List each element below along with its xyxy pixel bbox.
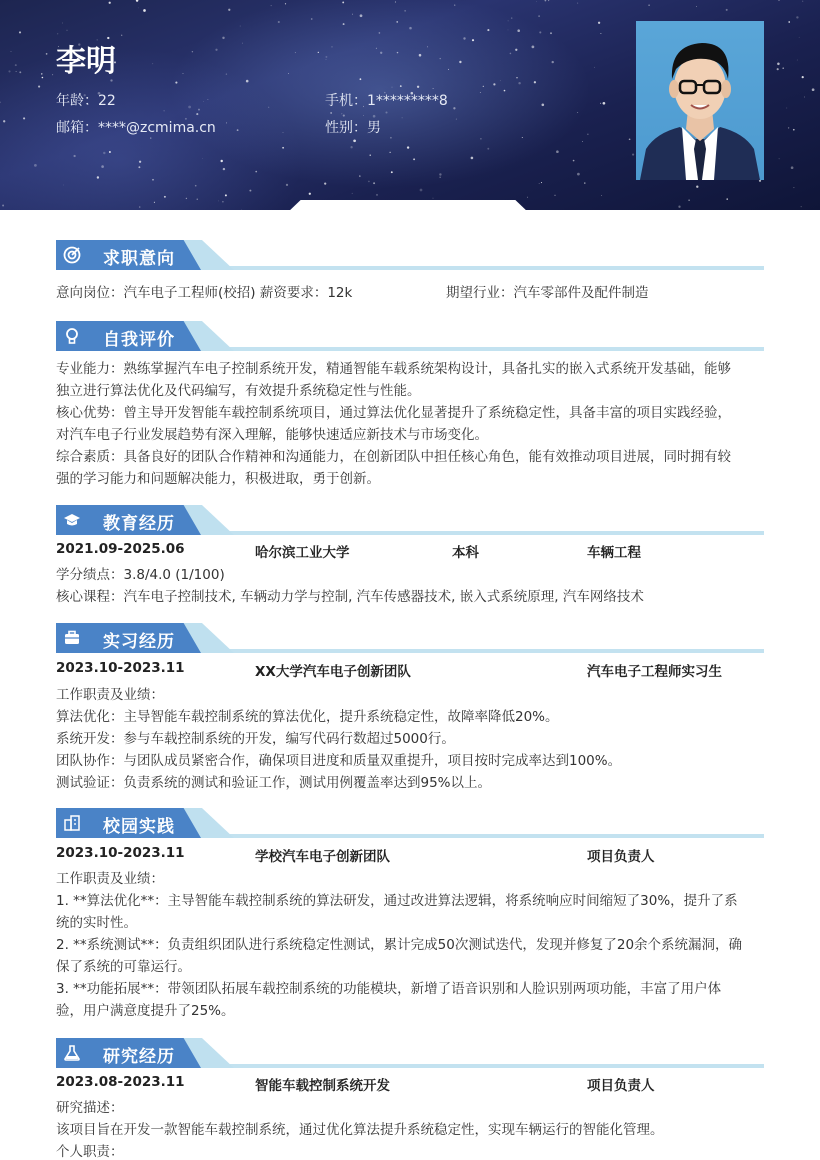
intern-org: XX大学汽车电子创新团队 (255, 664, 411, 680)
star-dot (688, 200, 689, 201)
star-dot (309, 193, 311, 195)
star-dot (271, 5, 272, 6)
star-dot (57, 34, 58, 35)
star-dot (8, 70, 10, 72)
star-dot (19, 31, 21, 33)
star-dot (556, 150, 559, 153)
header-notch (286, 200, 530, 210)
star-dot (483, 86, 484, 87)
self-eval-line: 独立进行算法优化及代码编写，有效提升系统稳定性与性能。 (56, 383, 421, 399)
star-dot (480, 92, 481, 93)
star-dot (417, 86, 419, 88)
star-dot (598, 22, 600, 24)
star-dot (41, 73, 42, 74)
star-dot (433, 198, 434, 199)
star-dot (696, 6, 697, 7)
star-dot (370, 155, 371, 156)
star-dot (510, 53, 512, 55)
campus-line: 3. **功能拓展**：带领团队拓展车载控制系统的功能模块，新增了语音识别和人脸识别两项功能，丰富了用户体 (56, 981, 722, 997)
star-dot (343, 23, 345, 25)
star-dot (330, 112, 331, 113)
education-row (56, 541, 766, 563)
target-icon (63, 246, 81, 264)
star-dot (487, 29, 489, 31)
section-title: 研究经历 (103, 1047, 175, 1067)
star-dot (400, 85, 402, 87)
star-dot (413, 158, 415, 160)
star-dot (420, 189, 423, 192)
section-title: 校园实践 (103, 817, 175, 837)
star-dot (601, 195, 602, 196)
star-dot (11, 51, 12, 52)
star-dot (409, 27, 412, 30)
campus-line: 1. **算法优化**：主导智能车载控制系统的算法研发，通过改进算法逻辑，将系统响应时间缩短了30%，提升了系 (56, 893, 738, 909)
star-dot (392, 87, 393, 88)
section-title: 教育经历 (103, 514, 175, 534)
star-dot (433, 88, 434, 89)
star-dot (101, 165, 104, 168)
star-dot (402, 117, 403, 118)
star-dot (802, 1, 803, 2)
edu-period: 2021.09-2025.06 (56, 541, 185, 557)
star-dot (109, 151, 111, 153)
star-dot (600, 103, 601, 104)
star-dot (541, 182, 542, 183)
intern-line: 算法优化：主导智能车载控制系统的算法优化，提升系统稳定性，故障率降低20%。 (56, 709, 559, 725)
star-dot (46, 53, 48, 55)
star-dot (419, 54, 422, 57)
star-dot (511, 17, 512, 18)
star-dot (487, 148, 489, 150)
star-dot (42, 77, 44, 79)
edu-line: 核心课程：汽车电子控制技术, 车辆动力学与控制, 汽车传感器技术, 嵌入式系统原理, 汽车网络技术 (56, 589, 644, 605)
star-dot (63, 185, 64, 186)
star-dot (237, 129, 239, 131)
section-campus-header (56, 808, 764, 844)
self-eval-line: 综合素质：具备良好的团队合作精神和沟通能力，在创新团队中担任核心角色，能有效推动项目进展，同时拥有较 (56, 449, 731, 465)
star-dot (440, 177, 441, 178)
star-dot (34, 164, 37, 167)
star-dot (136, 0, 138, 2)
self-eval-line: 对汽车电子行业发展趋势有深入理解，能够快速适应新技术与市场变化。 (56, 427, 488, 443)
section-title: 实习经历 (103, 632, 175, 652)
star-dot (215, 49, 217, 51)
campus-line: 2. **系统测试**：负责组织团队进行系统稳定性测试，累计完成50次测试迭代，发现并修复了20余个系统漏洞，确 (56, 937, 743, 953)
star-dot (463, 37, 465, 39)
star-dot (62, 23, 63, 24)
star-dot (480, 138, 482, 140)
star-dot (282, 147, 284, 149)
campus-row (56, 845, 766, 867)
campus-line: 统的实时性。 (56, 915, 137, 931)
star-dot (453, 107, 455, 109)
star-dot (404, 10, 405, 11)
star-dot (218, 201, 219, 202)
star-dot (278, 21, 280, 23)
internship-row (56, 660, 766, 682)
star-dot (195, 185, 197, 187)
edu-degree: 本科 (452, 545, 479, 561)
star-dot (152, 179, 154, 181)
star-dot (154, 202, 155, 203)
star-dot (390, 137, 392, 139)
section-title: 求职意向 (103, 249, 175, 269)
star-dot (350, 146, 352, 148)
star-dot (139, 161, 141, 163)
intern-role: 汽车电子工程师实习生 (587, 664, 722, 680)
star-dot (397, 52, 398, 53)
star-dot (440, 58, 441, 59)
age-field: 年龄：22 (56, 93, 116, 109)
star-dot (376, 194, 378, 196)
star-dot (23, 117, 25, 119)
intern-period: 2023.10-2023.11 (56, 660, 185, 676)
star-dot (196, 113, 198, 115)
star-dot (782, 67, 784, 69)
star-dot (311, 18, 313, 20)
star-dot (360, 14, 363, 17)
star-dot (376, 48, 377, 49)
star-dot (150, 138, 151, 139)
star-dot (226, 73, 227, 74)
star-dot (67, 30, 68, 31)
edu-line: 学分绩点：3.8/4.0 (1/100) (56, 567, 225, 583)
campus-org: 学校汽车电子创新团队 (255, 849, 390, 865)
star-dot (341, 113, 342, 114)
star-dot (550, 32, 552, 34)
star-dot (391, 171, 393, 173)
profile-photo (636, 21, 764, 180)
star-dot (326, 59, 327, 60)
intern-line: 工作职责及业绩： (56, 687, 164, 703)
star-dot (632, 154, 634, 156)
campus-line: 保了系统的可靠运行。 (56, 959, 191, 975)
star-dot (471, 157, 474, 160)
star-dot (454, 4, 455, 5)
star-dot (246, 80, 249, 83)
star-dot (318, 52, 319, 53)
star-dot (536, 1, 537, 2)
star-dot (2, 205, 4, 207)
star-dot (360, 78, 362, 80)
intent-position: 意向岗位：汽车电子工程师(校招) 薪资要求：12k (56, 285, 353, 301)
star-dot (255, 171, 257, 173)
star-dot (390, 152, 391, 153)
star-dot (220, 160, 222, 162)
star-dot (804, 97, 805, 98)
star-dot (342, 1, 344, 3)
star-dot (285, 3, 286, 4)
star-dot (678, 206, 680, 208)
star-dot (584, 182, 585, 183)
star-dot (542, 104, 545, 107)
star-dot (779, 158, 780, 159)
star-dot (138, 8, 139, 9)
star-dot (577, 112, 578, 113)
star-dot (407, 146, 409, 148)
graduation-cap-icon (63, 511, 81, 529)
star-dot (594, 67, 595, 68)
star-dot (73, 155, 75, 157)
flask-icon (63, 1044, 81, 1062)
star-dot (788, 21, 790, 23)
star-dot (456, 119, 457, 120)
star-dot (352, 193, 353, 194)
star-dot (545, 0, 547, 1)
star-dot (508, 21, 509, 22)
star-dot (802, 76, 804, 78)
campus-line: 工作职责及业绩： (56, 871, 164, 887)
star-dot (208, 99, 209, 100)
star-dot (786, 108, 787, 109)
star-dot (573, 160, 575, 162)
star-dot (395, 2, 396, 3)
star-dot (3, 120, 5, 122)
star-dot (577, 173, 580, 176)
section-education-header (56, 505, 764, 541)
star-dot (0, 102, 1, 104)
phone-field: 手机：1*********8 (325, 93, 448, 109)
research-period: 2023.08-2023.11 (56, 1074, 185, 1090)
star-dot (143, 9, 146, 12)
star-dot (515, 49, 517, 51)
star-dot (796, 16, 798, 18)
section-research-header (56, 1038, 764, 1074)
star-dot (359, 175, 361, 177)
star-dot (508, 30, 509, 31)
edu-school: 哈尔滨工业大学 (255, 545, 350, 561)
star-dot (188, 106, 191, 109)
star-dot (552, 61, 554, 63)
star-dot (203, 101, 204, 102)
star-dot (15, 64, 17, 66)
star-dot (788, 127, 789, 128)
star-dot (97, 176, 99, 178)
star-dot (582, 141, 583, 142)
star-dot (192, 51, 193, 52)
star-dot (555, 195, 556, 196)
star-dot (791, 166, 794, 169)
star-dot (103, 152, 105, 154)
research-role: 项目负责人 (587, 1078, 655, 1094)
star-dot (472, 39, 474, 41)
campus-line: 验，用户满意度提升了25%。 (56, 1003, 235, 1019)
star-dot (600, 33, 601, 34)
star-dot (517, 29, 520, 32)
star-dot (202, 158, 203, 159)
star-dot (522, 137, 523, 138)
star-dot (197, 199, 198, 200)
star-dot (396, 21, 398, 23)
research-row (56, 1074, 766, 1096)
star-dot (379, 32, 381, 34)
star-dot (793, 129, 795, 131)
star-dot (797, 60, 798, 61)
star-dot (793, 187, 794, 188)
email-field: 邮箱：****@zcmima.cn (56, 120, 216, 136)
self-eval-line: 强的学习能力和问题解决能力，积极进取，勇于创新。 (56, 471, 380, 487)
star-dot (228, 9, 230, 11)
star-dot (493, 83, 495, 85)
star-dot (587, 134, 588, 135)
star-dot (353, 139, 356, 142)
section-self-eval-header (56, 321, 764, 357)
star-dot (777, 68, 779, 70)
star-dot (286, 184, 288, 186)
edu-major: 车辆工程 (587, 545, 641, 561)
star-dot (223, 168, 225, 170)
star-dot (368, 181, 370, 183)
gender-field: 性别：男 (325, 120, 381, 136)
star-dot (363, 115, 364, 116)
star-dot (331, 46, 332, 47)
star-dot (629, 138, 631, 140)
star-dot (241, 209, 242, 210)
star-dot (516, 77, 517, 78)
header-banner (0, 0, 820, 210)
star-dot (16, 71, 17, 72)
research-project: 智能车载控制系统开发 (255, 1078, 390, 1094)
self-eval-line: 核心优势：曾主导开发智能车载控制系统项目，通过算法优化显著提升了系统稳定性，具备丰富的项目实践经验， (56, 405, 731, 421)
self-eval-line: 专业能力：熟练掌握汽车电子控制系统开发，精通智能车载系统架构设计，具备扎实的嵌入式系统开发基础，能够 (56, 361, 731, 377)
star-dot (380, 52, 382, 54)
star-dot (283, 132, 284, 133)
star-dot (324, 183, 326, 185)
star-dot (603, 102, 606, 105)
intern-line: 测试验证：负责系统的测试和验证工作，测试用例覆盖率达到95%以上。 (56, 775, 492, 791)
star-dot (325, 56, 327, 58)
star-dot (527, 197, 528, 198)
star-dot (538, 15, 540, 17)
star-dot (778, 0, 779, 1)
star-dot (225, 194, 227, 196)
star-dot (139, 206, 141, 208)
star-dot (427, 46, 428, 47)
star-dot (138, 166, 140, 168)
star-dot (799, 37, 800, 38)
research-line: 研究描述： (56, 1100, 124, 1116)
star-dot (777, 63, 780, 66)
star-dot (175, 82, 177, 84)
star-dot (439, 173, 441, 175)
star-dot (373, 182, 375, 184)
star-dot (812, 88, 815, 91)
star-dot (121, 35, 122, 36)
section-internship-header (56, 623, 764, 659)
research-line: 该项目旨在开发一款智能车载控制系统，通过优化算法提升系统稳定性，实现车辆运行的智能化管理。 (56, 1122, 664, 1138)
star-dot (448, 69, 449, 70)
star-dot (222, 37, 224, 39)
star-dot (352, 14, 353, 15)
section-title: 自我评价 (103, 330, 175, 350)
section-job-intent-header (56, 240, 764, 276)
star-dot (801, 206, 802, 207)
star-dot (295, 52, 296, 53)
lightbulb-icon (63, 327, 81, 345)
star-dot (240, 26, 241, 27)
star-dot (198, 109, 200, 111)
star-dot (726, 9, 728, 11)
star-dot (534, 81, 536, 83)
candidate-name: 李明 (56, 44, 116, 79)
star-dot (518, 82, 520, 84)
star-dot (163, 110, 164, 111)
star-dot (532, 46, 535, 49)
campus-period: 2023.10-2023.11 (56, 845, 185, 861)
star-dot (164, 196, 166, 198)
intern-line: 系统开发：参与车载控制系统的开发，编写代码行数超过5000行。 (56, 731, 455, 747)
star-dot (222, 201, 224, 203)
star-dot (577, 3, 578, 4)
star-dot (268, 107, 269, 108)
star-dot (242, 43, 243, 44)
star-dot (504, 90, 506, 92)
building-icon (63, 814, 81, 832)
research-line: 个人职责： (56, 1144, 124, 1160)
campus-role: 项目负责人 (587, 849, 655, 865)
intern-line: 团队协作：与团队成员紧密合作，确保项目进度和质量双重提升，项目按时完成率达到100%。 (56, 753, 622, 769)
star-dot (548, 0, 549, 1)
star-dot (459, 61, 461, 63)
star-dot (109, 2, 111, 4)
star-dot (726, 198, 727, 199)
star-dot (539, 183, 540, 184)
star-dot (288, 73, 289, 74)
star-dot (38, 86, 40, 88)
star-dot (152, 63, 153, 64)
star-dot (500, 80, 501, 81)
star-dot (696, 186, 698, 188)
star-dot (226, 122, 227, 123)
star-dot (182, 73, 183, 74)
star-dot (186, 198, 187, 199)
intent-industry: 期望行业：汽车零部件及配件制造 (446, 285, 649, 301)
star-dot (539, 31, 541, 33)
star-dot (385, 111, 387, 113)
star-dot (19, 71, 21, 73)
star-dot (52, 74, 53, 75)
star-dot (249, 190, 251, 192)
star-dot (648, 4, 650, 6)
briefcase-icon (63, 629, 81, 647)
